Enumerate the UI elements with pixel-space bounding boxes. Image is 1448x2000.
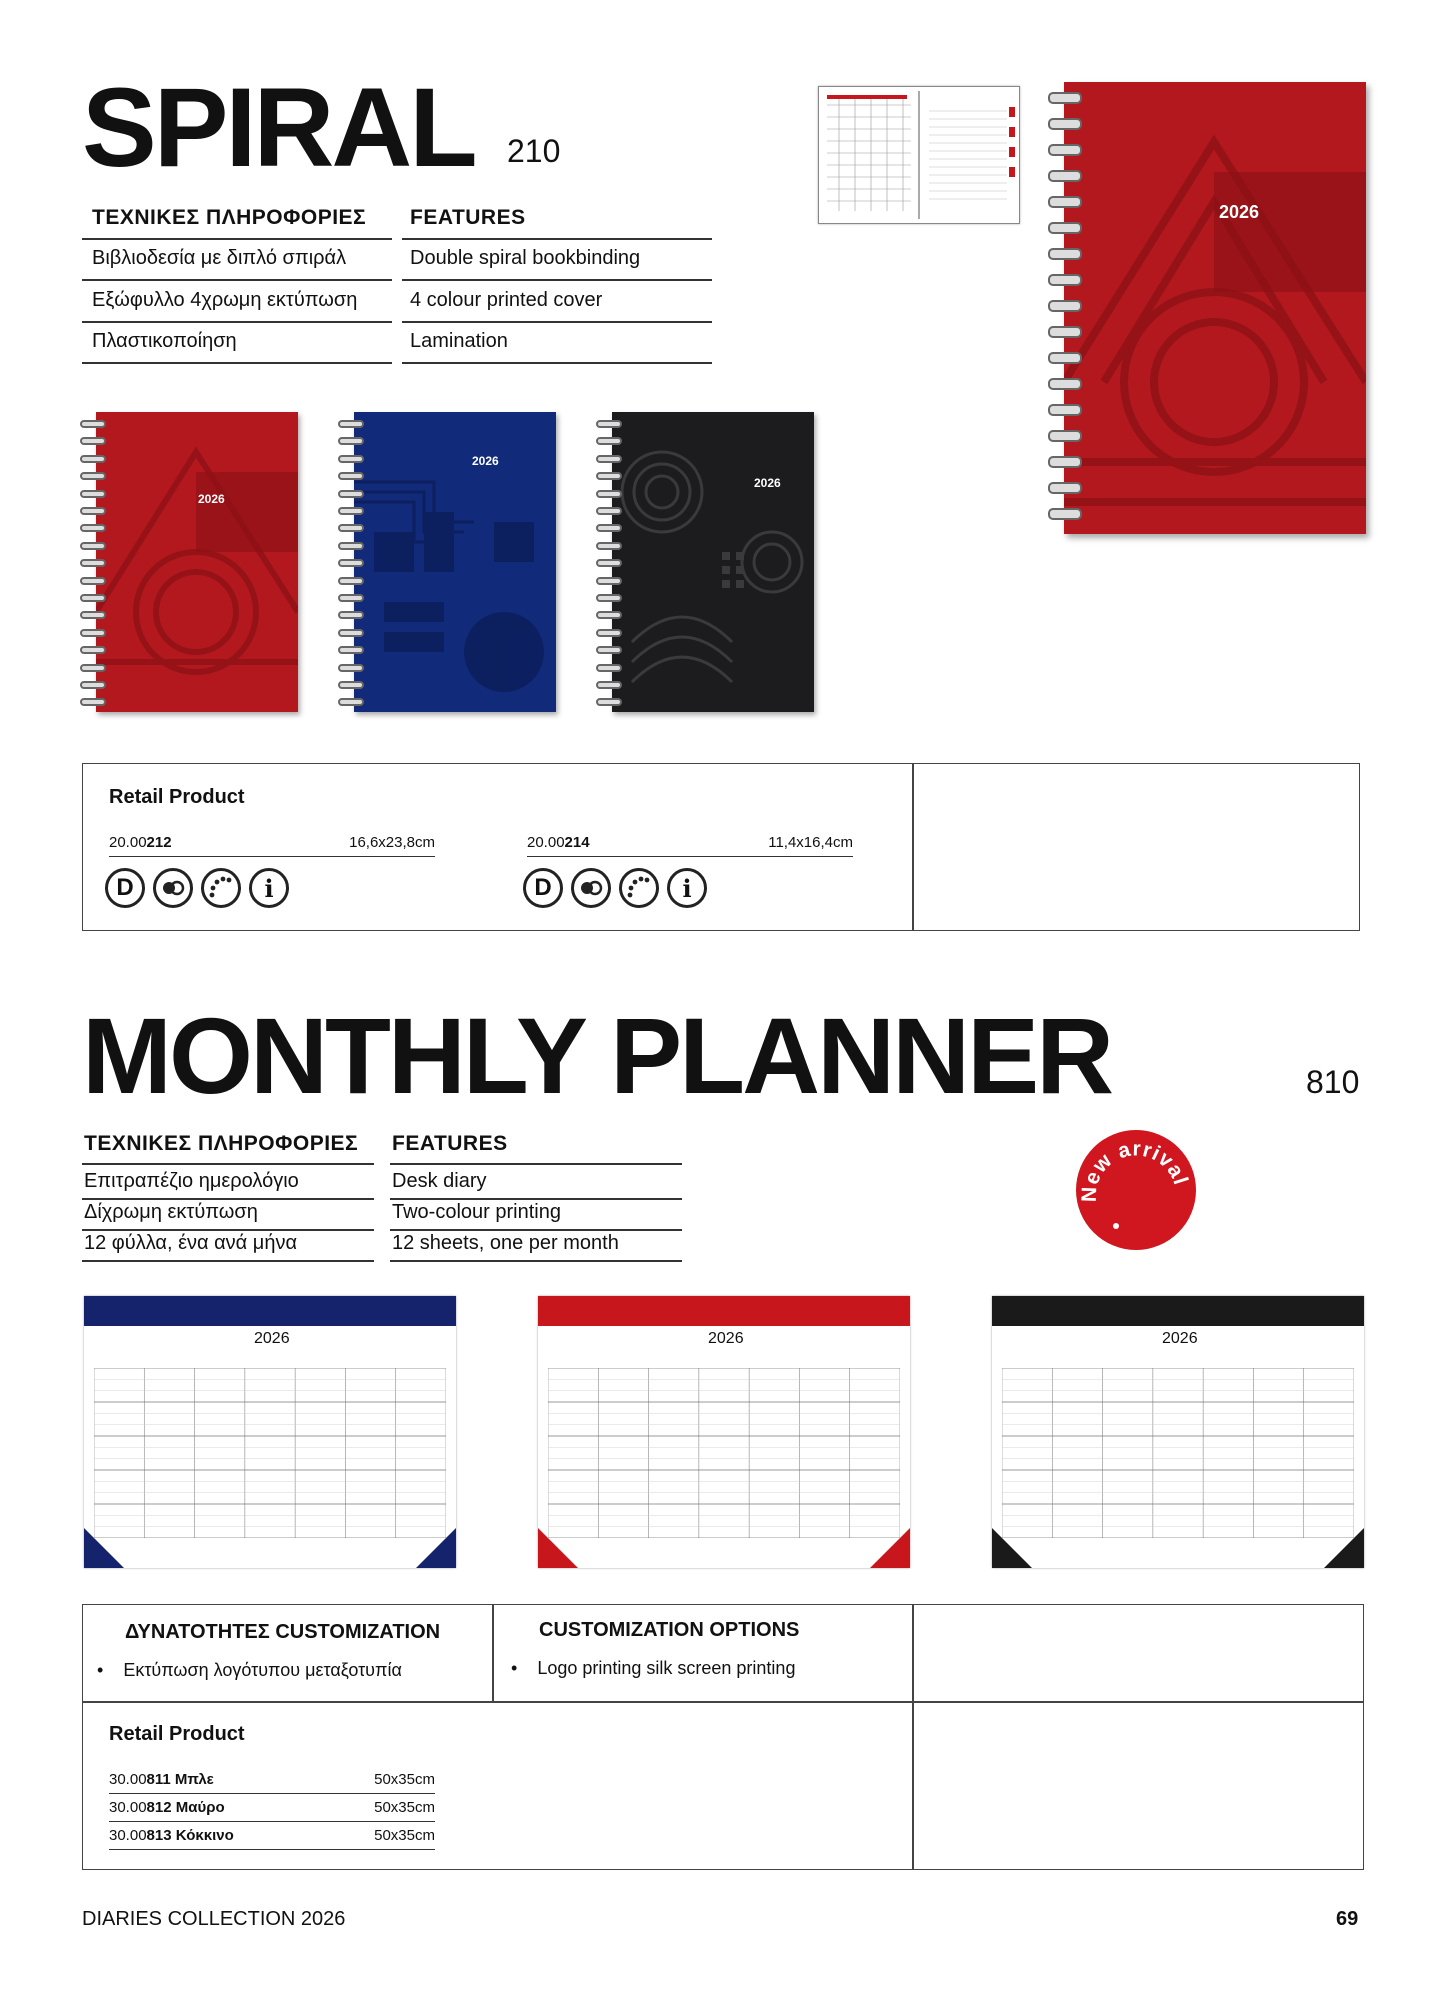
corner: [1324, 1528, 1364, 1568]
spiral-ring: [1048, 170, 1082, 182]
color-band: [84, 1296, 456, 1326]
product-row: [527, 834, 853, 857]
product-row: 30.00811 Μπλε 50x35cm: [109, 1771, 435, 1794]
spiral-ring: [338, 420, 364, 428]
spiral-ring: [80, 437, 106, 445]
spiral-ring: [1048, 92, 1082, 104]
spiral-ring: [1048, 482, 1082, 494]
planner-code: 810: [1306, 1064, 1360, 1100]
product-code: 212: [146, 834, 172, 851]
planner-year: 2026: [254, 1330, 290, 1347]
spiral-ring: [338, 629, 364, 637]
spiral-ring: [1048, 456, 1082, 468]
divider: [912, 764, 914, 930]
spiral-book-black: [612, 412, 814, 712]
calendar-grid: [548, 1368, 900, 1538]
spiral-ring: [80, 594, 106, 602]
spiral-ring: [596, 524, 622, 532]
product-code-prefix: 20.00: [527, 834, 565, 851]
planner-spec-en-row: Desk diary: [390, 1170, 682, 1200]
divider: [402, 238, 712, 240]
divider: [82, 238, 392, 240]
spiral-spec-gr-row: Πλαστικοποίηση: [82, 330, 392, 364]
spiral-ring: [596, 664, 622, 672]
divider: [492, 1605, 494, 1701]
spiral-spec-gr-head: ΤΕΧΝΙΚΕΣ ΠΛΗΡΟΦΟΡΙΕΣ: [92, 206, 367, 229]
divider: [83, 1701, 1363, 1703]
double-ring-icon: [571, 868, 611, 908]
spiral-ring: [338, 559, 364, 567]
book-year: 2026: [754, 476, 781, 490]
spiral-ring: [596, 542, 622, 550]
cover-pattern: [96, 412, 298, 712]
spiral-ring: [338, 698, 364, 706]
custom-en-head: CUSTOMIZATION OPTIONS: [539, 1619, 800, 1641]
spiral-spec-gr-row: Βιβλιοδεσία με διπλό σπιράλ: [82, 247, 392, 281]
spiral-ring: [80, 524, 106, 532]
spiral-ring: [1048, 404, 1082, 416]
svg-text:New arrival: New arrival: [1077, 1137, 1193, 1203]
planner-title: MONTHLY PLANNER: [82, 995, 1112, 1116]
spiral-ring: [338, 507, 364, 515]
spiral-ring: [596, 507, 622, 515]
book-year: 2026: [1219, 202, 1260, 222]
spiral-ring: [80, 542, 106, 550]
spiral-ring: [596, 577, 622, 585]
custom-en-item: • Logo printing silk screen printing: [511, 1658, 796, 1678]
corner: [870, 1528, 910, 1568]
double-ring-icon: [153, 868, 193, 908]
custom-gr-item: • Εκτύπωση λογότυπου μεταξοτυπία: [97, 1660, 402, 1680]
spiral-title: SPIRAL: [82, 65, 475, 190]
spiral-ring: [338, 594, 364, 602]
spiral-ring: [1048, 352, 1082, 364]
book-year: 2026: [198, 492, 225, 506]
spiral-ring: [338, 542, 364, 550]
spiral-code: 210: [507, 133, 561, 169]
product-row: 30.00812 Μαύρο 50x35cm: [109, 1799, 435, 1822]
spiral-ring: [338, 437, 364, 445]
spiral-ring: [80, 681, 106, 689]
spiral-ring: [1048, 378, 1082, 390]
spiral-ring: [80, 629, 106, 637]
spiral-ring: [338, 524, 364, 532]
corner: [84, 1528, 124, 1568]
spiral-ring: [338, 455, 364, 463]
spiral-ring: [596, 681, 622, 689]
spiral-ring: [1048, 508, 1082, 520]
product-size: 11,4x16,4cm: [768, 834, 853, 851]
diary-d-icon: D: [105, 868, 145, 908]
spiral-ring: [1048, 326, 1082, 338]
spiral-ring: [338, 490, 364, 498]
product-code-prefix: 20.00: [109, 834, 147, 851]
divider: [912, 1605, 914, 1869]
spiral-ring: [1048, 118, 1082, 130]
spiral-spec-en-row: Double spiral bookbinding: [402, 247, 712, 281]
corner: [416, 1528, 456, 1568]
spiral-ring: [338, 681, 364, 689]
spiral-ring: [80, 577, 106, 585]
spiral-ring: [80, 611, 106, 619]
spiral-spec-en-head: FEATURES: [410, 206, 526, 229]
spiral-ring: [596, 455, 622, 463]
planner-spec-gr-row: Δίχρωμη εκτύπωση: [82, 1201, 374, 1231]
spiral-ring: [1048, 300, 1082, 312]
spiral-ring: [338, 664, 364, 672]
spiral-ring: [596, 437, 622, 445]
custom-gr-head: ΔΥΝΑΤΟΤΗΤΕΣ CUSTOMIZATION: [125, 1621, 441, 1643]
new-arrival-badge: [1076, 1130, 1196, 1250]
divider: [390, 1163, 682, 1165]
spiral-ring: [80, 455, 106, 463]
planner-spec-gr-head: ΤΕΧΝΙΚΕΣ ΠΛΗΡΟΦΟΡΙΕΣ: [84, 1132, 359, 1155]
spiral-ring: [596, 698, 622, 706]
divider: [82, 1163, 374, 1165]
product-size: 16,6x23,8cm: [349, 834, 435, 851]
spiral-ring: [338, 472, 364, 480]
corner: [992, 1528, 1032, 1568]
spiral-ring: [338, 611, 364, 619]
spiral-book-red: [96, 412, 298, 712]
spiral-ring: [596, 472, 622, 480]
spiral-ring: [1048, 222, 1082, 234]
spiral-ring: [596, 646, 622, 654]
calendar-grid: [94, 1368, 446, 1538]
planner-spec-en-row: Two-colour printing: [390, 1201, 682, 1231]
cover-pattern: [1064, 82, 1366, 534]
planner-year: 2026: [708, 1330, 744, 1347]
spiral-ring: [596, 559, 622, 567]
dotted-arc-icon: [201, 868, 241, 908]
spiral-spec-gr-row: Εξώφυλλο 4χρωμη εκτύπωση: [82, 289, 392, 323]
diary-pages-illustration: [819, 87, 1019, 223]
spiral-ring: [338, 646, 364, 654]
spiral-ring: [1048, 430, 1082, 442]
cover-pattern: [354, 412, 556, 712]
dotted-arc-icon: [619, 868, 659, 908]
planner-year: 2026: [1162, 1330, 1198, 1347]
open-diary-preview: [818, 86, 1020, 224]
spiral-ring: [80, 490, 106, 498]
info-icon: i: [249, 868, 289, 908]
spiral-ring: [596, 420, 622, 428]
corner: [538, 1528, 578, 1568]
planner-black: [992, 1296, 1364, 1568]
product-row: [109, 834, 435, 857]
spiral-ring: [1048, 274, 1082, 286]
spiral-ring: [80, 698, 106, 706]
spiral-ring: [1048, 248, 1082, 260]
retail-label: Retail Product: [109, 1723, 245, 1745]
spiral-ring: [80, 664, 106, 672]
planner-spec-en-row: 12 sheets, one per month: [390, 1232, 682, 1262]
info-icon: i: [667, 868, 707, 908]
badge-text: [1076, 1130, 1196, 1250]
planner-blue: [84, 1296, 456, 1568]
spiral-ring: [596, 611, 622, 619]
planner-red: [538, 1296, 910, 1568]
color-band: [538, 1296, 910, 1326]
cover-pattern: [612, 412, 814, 712]
spiral-spec-en-row: Lamination: [402, 330, 712, 364]
diary-d-icon: D: [523, 868, 563, 908]
spiral-ring: [338, 577, 364, 585]
spiral-ring: [80, 472, 106, 480]
page-number: 69: [1336, 1908, 1359, 1930]
spiral-ring: [80, 420, 106, 428]
retail-label: Retail Product: [109, 786, 245, 808]
planner-spec-gr-row: Επιτραπέζιο ημερολόγιο: [82, 1170, 374, 1200]
spiral-ring: [596, 629, 622, 637]
spiral-book-blue: [354, 412, 556, 712]
spiral-ring: [80, 507, 106, 515]
spiral-book-large-red: [1064, 82, 1366, 534]
planner-spec-gr-row: 12 φύλλα, ένα ανά μήνα: [82, 1232, 374, 1262]
spiral-retail-box: [82, 763, 1360, 931]
footer-collection: DIARIES COLLECTION 2026: [82, 1908, 346, 1930]
book-year: 2026: [472, 454, 499, 468]
spiral-ring: [596, 594, 622, 602]
planner-spec-en-head: FEATURES: [392, 1132, 508, 1155]
planner-info-box: [82, 1604, 1364, 1870]
spiral-spec-en-row: 4 colour printed cover: [402, 289, 712, 323]
spiral-ring: [1048, 196, 1082, 208]
calendar-grid: [1002, 1368, 1354, 1538]
spiral-ring: [80, 646, 106, 654]
spiral-ring: [1048, 144, 1082, 156]
product-code: 214: [564, 834, 590, 851]
spiral-ring: [596, 490, 622, 498]
color-band: [992, 1296, 1364, 1326]
spiral-ring: [80, 559, 106, 567]
product-row: 30.00813 Κόκκινο 50x35cm: [109, 1827, 435, 1850]
